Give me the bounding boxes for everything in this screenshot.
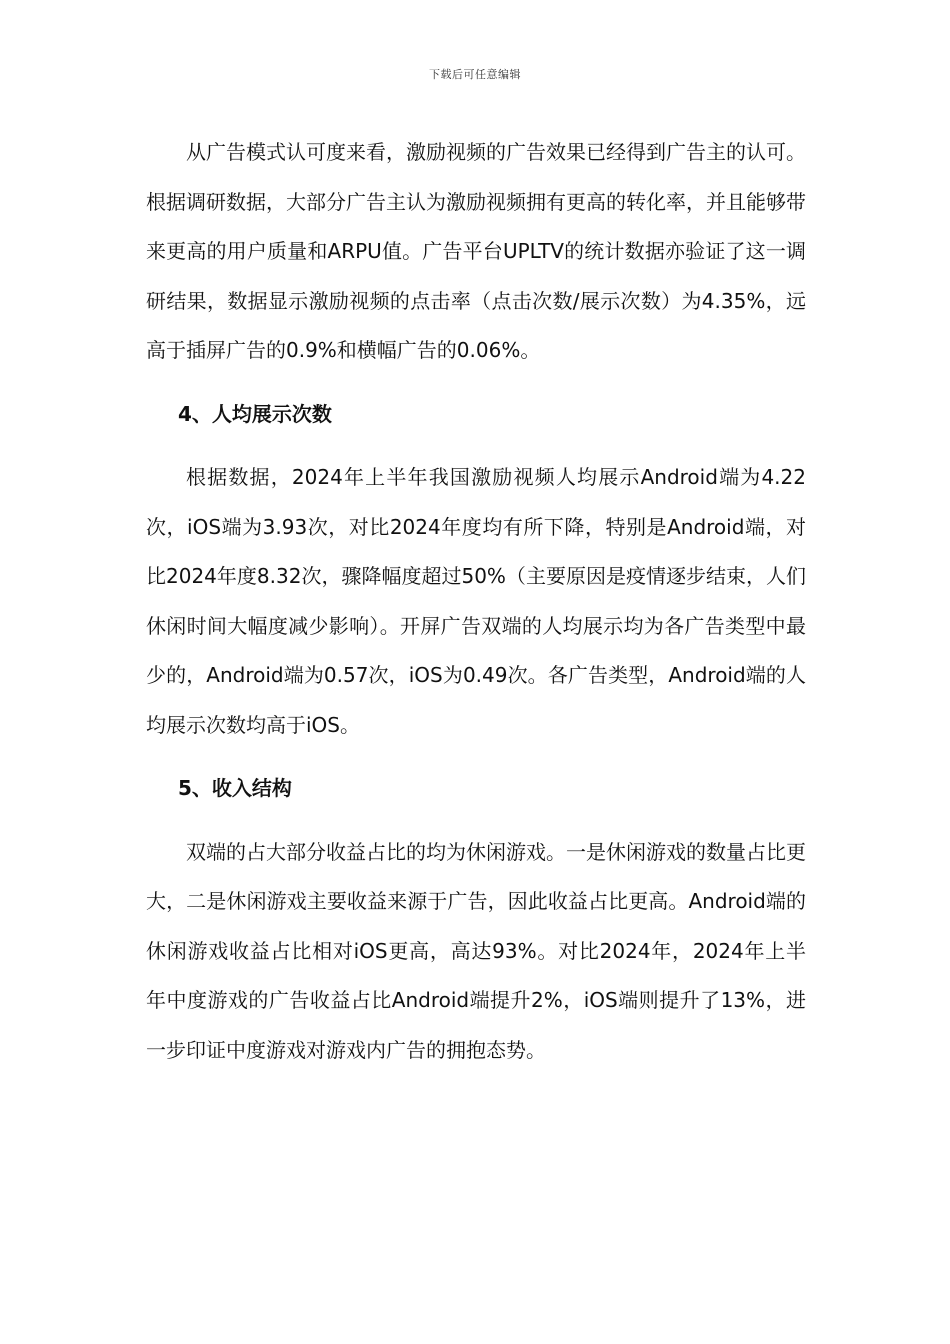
section-heading-per-capita-impressions: 4、人均展示次数 bbox=[178, 401, 332, 426]
page-header: 下载后可任意编辑 bbox=[429, 68, 521, 81]
paragraph-revenue-structure: 双端的占大部分收益占比的均为休闲游戏。一是休闲游戏的数量占比更大，二是休闲游戏主要收益来源于广告，因此收益占比更高。Android端的休闲游戏收益占比相对iOS更高，高达93%。对比2024年，2024年上半年中度游戏的广告收益占比Android端提升2%，iOS端则提升了13%，进一步印证中度游戏对游戏内广告的拥抱态势。 bbox=[146, 839, 806, 1062]
document-body bbox=[146, 128, 806, 1089]
paragraph-ad-model-recognition: 从广告模式认可度来看，激励视频的广告效果已经得到广告主的认可。根据调研数据，大部分广告主认为激励视频拥有更高的转化率，并且能够带来更高的用户质量和ARPU值。广告平台UPLTV的统计数据亦验证了这一调研结果，数据显示激励视频的点击率（点击次数/展示次数）为4.35%，远高于插屏广告的0.9%和横幅广告的0.06%。 bbox=[146, 140, 806, 362]
paragraph-per-capita-impressions: 根据数据，2024年上半年我国激励视频人均展示Android端为4.22次，iOS端为3.93次，对比2024年度均有所下降，特别是Android端，对比2024年度8.32次，骤降幅度超过50%（主要原因是疫情逐步结束，人们休闲时间大幅度减少影响）。开屏广告双端的人均展示均为各广告类型中最少的，Android端为0.57次，iOS为0.49次。各广告类型，Android端的人均展示次数均高于iOS。 bbox=[146, 465, 806, 737]
section-heading-revenue-structure: 5、收入结构 bbox=[178, 776, 292, 800]
